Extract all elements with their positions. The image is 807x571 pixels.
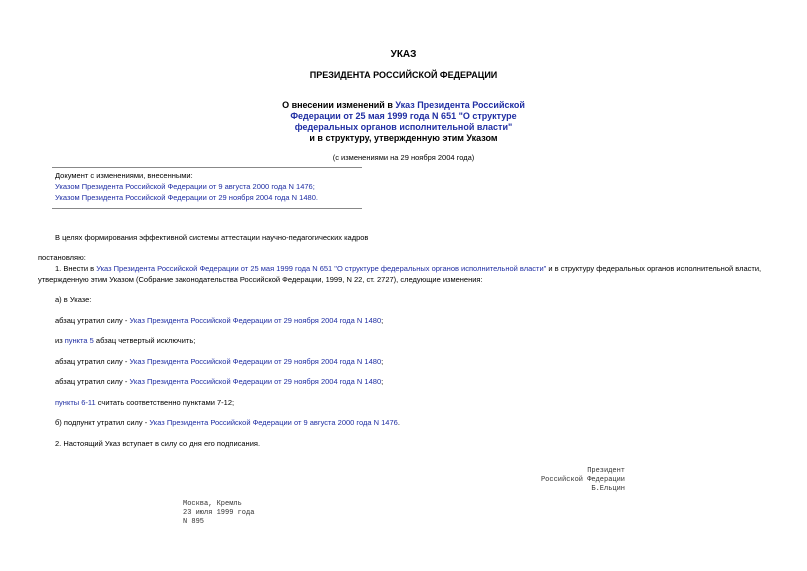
changes-link-1476[interactable]: Указом Президента Российской Федерации от 9 августа 2000 года N 1476; [55, 182, 315, 191]
date: 23 июля 1999 года [183, 509, 255, 517]
subitem-a: а) в Указе: [55, 295, 92, 304]
signature-line-1: Президент [587, 467, 625, 475]
item3-link-1480[interactable]: Указ Президента Российской Федерации от 29 ноября 2004 года N 1480 [129, 357, 382, 366]
doc-subtitle: ПРЕЗИДЕНТА РОССИЙСКОЙ ФЕДЕРАЦИИ [309, 70, 498, 80]
changes-link-1480[interactable]: Указом Президента Российской Федерации от 29 ноября 2004 года N 1480. [55, 193, 318, 202]
divider-top [52, 167, 362, 168]
signature-line-3: Б.Ельцин [591, 485, 625, 493]
pb-end: . [397, 418, 400, 427]
item5-suffix: считать соответственно пунктами 7-12; [95, 398, 235, 407]
item3-end: ; [381, 357, 384, 366]
pb-link-1476[interactable]: Указ Президента Российской Федерации от 9 августа 2000 года N 1476 [149, 418, 398, 427]
heading-link-part-2[interactable]: Федерации от 25 мая 1999 года N 651 "О структуре [290, 111, 517, 121]
changes-label: Документ с изменениями, внесенными: [55, 171, 193, 180]
item1-link-1480[interactable]: Указ Президента Российской Федерации от 29 ноября 2004 года N 1480 [129, 316, 382, 325]
item4-text: абзац утратил силу - [55, 377, 130, 386]
amendment-item-2 [55, 336, 195, 345]
place-date-block [183, 500, 254, 527]
p1-decree-651-link[interactable]: Указ Президента Российской Федерации от 25 мая 1999 года N 651 "О структуре федеральных органов исполнительной власти" [96, 264, 547, 273]
item2-link-point-5[interactable]: пункта 5 [64, 336, 94, 345]
item1-text: абзац утратил силу - [55, 316, 130, 325]
amendment-item-5 [55, 398, 234, 407]
p1-suffix: и в структуру федеральных органов исполнительной власти, [546, 264, 762, 273]
heading-line-4: и в структуру, утвержденную этим Указом [309, 133, 498, 143]
item2-prefix: из [55, 336, 65, 345]
item4-link-1480[interactable]: Указ Президента Российской Федерации от 29 ноября 2004 года N 1480 [129, 377, 382, 386]
doc-title: УКАЗ [390, 49, 417, 60]
item5-link-points-6-11[interactable]: пункты 6-11 [55, 398, 96, 407]
revision-note: (с изменениями на 29 ноября 2004 года) [332, 153, 475, 162]
paragraph-2: 2. Настоящий Указ вступает в силу со дня его подписания. [55, 439, 261, 448]
heading-line-2 [0, 111, 807, 122]
doc-heading [0, 100, 807, 144]
p1-prefix: 1. Внести в [55, 264, 97, 273]
paragraph-1 [55, 264, 761, 273]
decree-word: постановляю: [38, 253, 86, 262]
item1-end: ; [381, 316, 384, 325]
item2-suffix: абзац четвертый исключить; [93, 336, 196, 345]
heading-prefix: О внесении изменений в [282, 100, 396, 110]
signature-line-2: Российской Федерации [540, 476, 625, 484]
amendment-item-1 [55, 316, 383, 325]
place: Москва, Кремль [183, 500, 242, 508]
decree-number: N 895 [183, 518, 205, 526]
pb-text: б) подпункт утратил силу - [55, 418, 150, 427]
amendment-item-3 [55, 357, 383, 366]
intro-paragraph: В целях формирования эффективной системы аттестации научно-педагогических кадров [55, 233, 369, 242]
heading-link-part-1[interactable]: Указ Президента Российской [395, 100, 525, 110]
heading-link-part-3[interactable]: федеральных органов исполнительной власти" [294, 122, 513, 132]
signature-block [541, 467, 625, 494]
item4-end: ; [381, 377, 384, 386]
subitem-b [55, 418, 400, 427]
item3-text: абзац утратил силу - [55, 357, 130, 366]
amendment-item-4 [55, 377, 383, 386]
divider-bottom [52, 208, 362, 209]
paragraph-1-line-2: утвержденную этим Указом (Собрание законодательства Российской Федерации, 1999, N 22, ст. 2727), следующие изменения: [38, 275, 483, 284]
heading-line-3 [0, 122, 807, 133]
heading-line-1 [0, 100, 807, 111]
